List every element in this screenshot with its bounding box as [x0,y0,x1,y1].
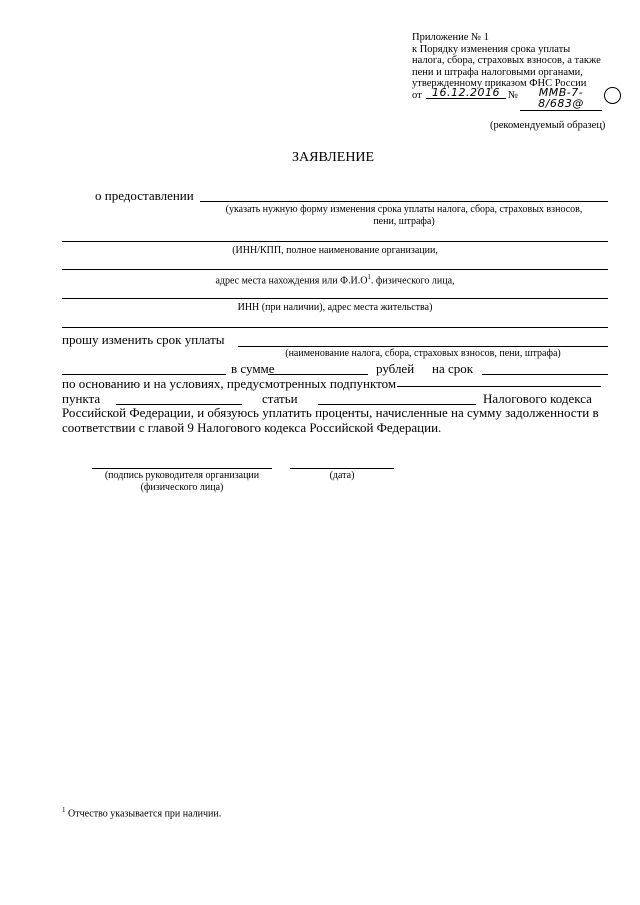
from-label: от [412,89,422,101]
footnote-mark: 1 [62,806,66,814]
address-field-line[interactable] [62,269,608,270]
footnote-text: Отчество указывается при наличии. [68,808,222,820]
amount-label: в сумме [231,361,275,376]
footnote [62,806,221,819]
provision-hint-1: (указать нужную форму изменения срока уплаты налога, сбора, страховых взносов, [225,204,583,215]
document-title: ЗАЯВЛЕНИЕ [292,150,375,165]
basis-label: по основанию и на условиях, предусмотренных подпунктом [62,376,397,391]
tax-name-field-line[interactable] [238,346,608,347]
number-label: № [508,89,519,101]
address-hint-a: адрес места нахождения или Ф.И.О [215,275,368,287]
tax-code-label: Налогового кодекса [483,391,592,406]
appendix-line-5: утвержденному приказом ФНС России [412,78,587,89]
inn-hint: ИНН (при наличии), адрес места жительства) [237,302,433,313]
address-hint [62,273,608,286]
article-label: статьи [262,391,298,406]
tax-continuation-field-line[interactable] [62,374,226,375]
footnote-ref: 1 [367,273,371,281]
signature-hint-1: (подпись руководителя организации [104,470,260,481]
request-label: прошу изменить срок уплаты [62,332,225,347]
extra-field-line[interactable] [62,327,608,328]
appendix-order-line [412,85,622,110]
inn-kpp-field-line[interactable] [62,241,608,242]
appendix-line-4: пени и штрафа налоговыми органами, [412,66,583,78]
recommended-sample-label: (рекомендуемый образец) [490,120,606,131]
rubles-label: рублей [376,361,415,376]
clause-label: пункта [62,391,101,406]
appendix-line-3: налога, сбора, страховых взносов, а также [412,55,601,66]
date-hint: (дата) [329,470,355,481]
address-hint-b: . физического лица, [370,275,455,287]
inn-kpp-hint: (ИНН/КПП, полное наименование организации, [232,245,438,256]
signature-hint-2: (физического лица) [140,482,224,493]
amount-field-line[interactable] [268,374,368,375]
term-label: на срок [432,361,474,376]
provision-field-line[interactable] [200,201,608,202]
date-field-line[interactable] [290,468,394,469]
provision-label: о предоставлении [95,188,194,203]
subclause-field-line[interactable] [397,386,601,387]
term-field-line[interactable] [482,374,608,375]
appendix-line-1: Приложение № 1 [412,32,489,43]
provision-hint-2: пени, штрафа) [373,216,435,227]
order-date-handwritten: 16.12.2016 [426,87,506,100]
circled-mark-icon [604,87,621,104]
order-number-handwritten: ММВ-7-8/683@ [520,87,602,111]
tax-name-hint: (наименование налога, сбора, страховых взносов, пени, штрафа) [285,348,561,359]
appendix-block [412,32,622,110]
signature-field-line[interactable] [92,468,272,469]
body-line-3: соответствии с главой 9 Налогового кодекса Российской Федерации. [62,420,442,435]
body-line-2: Российской Федерации, и обязуюсь уплатить проценты, начисленные на сумму задолженности в [62,405,599,420]
appendix-line-2: к Порядку изменения срока уплаты [412,43,571,55]
inn-field-line[interactable] [62,298,608,299]
